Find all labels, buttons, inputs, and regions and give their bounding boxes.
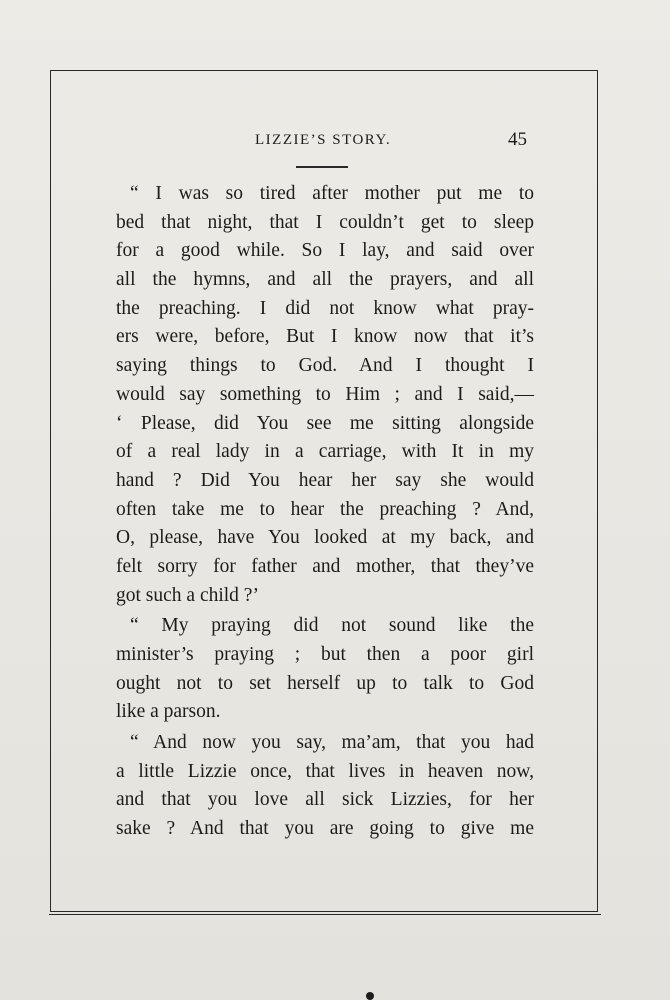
text-line: sake ? And that you are going to give me [116,818,534,840]
text-line: like a parson. [116,701,221,723]
text-line: “ And now you say, ma’am, that you had [130,732,534,754]
text-line: would say something to Him ; and I said,— [116,383,534,405]
text-line: often take me to hear the preaching ? And, [116,498,534,520]
text-line: the preaching. I did not know what pray- [116,297,534,319]
text-line: ought not to set herself up to talk to God [116,672,534,694]
text-line: bed that night, that I couldn’t get to sleep [116,211,534,233]
text-line: of a real lady in a carriage, with It in my [116,441,534,463]
text-line: “ I was so tired after mother put me to [130,183,534,204]
text-line: ers were, before, But I know now that it’s [116,326,534,348]
text-line: “ My praying did not sound like the [130,615,534,637]
text-line: for a good while. So I lay, and said over [116,240,534,262]
text-line: a little Lizzie once, that lives in heaven now, [116,760,534,782]
running-header [0,129,670,156]
text-line: got such a child ?’ [116,584,259,606]
header-rule [296,166,348,168]
text-line: saying things to God. And I thought I [116,355,534,377]
text-line: O, please, have You looked at my back, and [116,527,534,549]
page-number: 45 [508,129,527,150]
chapter-title: LIZZIE’S STORY. [255,132,392,148]
text-line: felt sorry for father and mother, that they’ve [116,555,534,577]
text-line: minister’s praying ; but then a poor girl [116,644,534,665]
text-line: all the hymns, and all the prayers, and all [116,269,534,291]
ink-speck [366,992,374,1000]
body-text [116,180,534,844]
text-line: ‘ Please, did You see me sitting alongside [116,412,534,434]
text-line: hand ? Did You hear her say she would [116,469,534,491]
text-line: and that you love all sick Lizzies, for her [116,789,534,811]
